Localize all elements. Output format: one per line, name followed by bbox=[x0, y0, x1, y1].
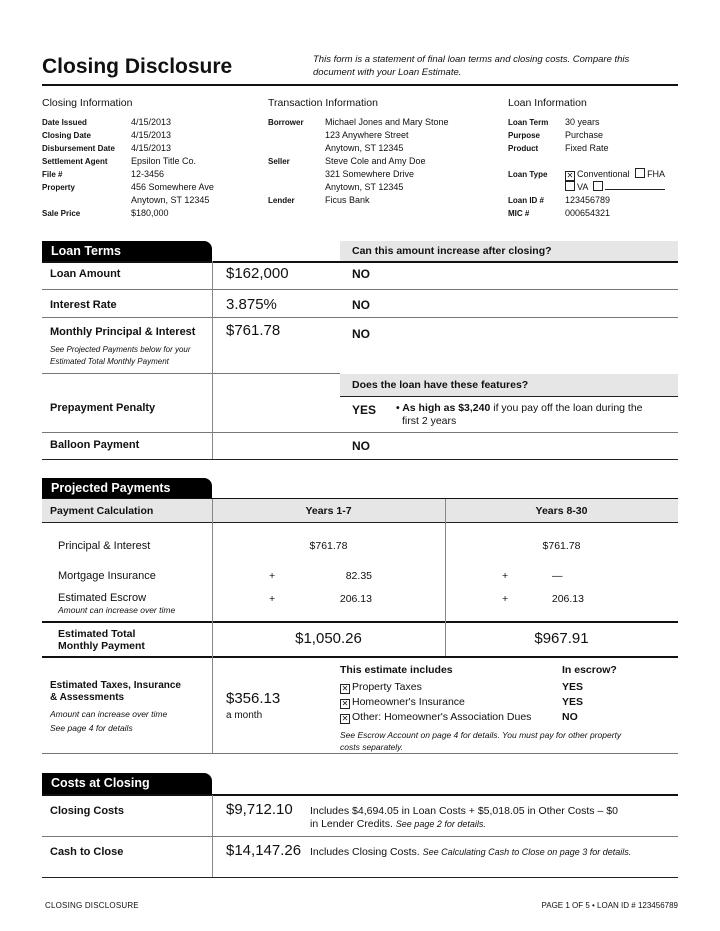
cash-to-close-label: Cash to Close bbox=[50, 846, 124, 858]
total-years-1-7: $1,050.26 bbox=[295, 630, 362, 647]
transaction-information bbox=[268, 97, 498, 207]
closing-info-row: Property 456 Somewhere Ave Anytown, ST 12345 bbox=[42, 182, 214, 205]
prepayment-penalty-answer: YES bbox=[352, 403, 377, 417]
conventional-checkbox[interactable]: ✕ bbox=[566, 171, 574, 180]
closing-info-heading: Closing Information bbox=[42, 97, 133, 109]
total-years-8-30: $967.91 bbox=[534, 630, 589, 647]
cash-to-close-description: Includes Closing Costs. See Calculating Cash to Close on page 3 for details. bbox=[310, 846, 632, 858]
balloon-payment-answer: NO bbox=[352, 439, 370, 453]
column-divider bbox=[212, 499, 213, 753]
closing-info-row: Settlement Agent Epsilon Title Co. bbox=[42, 156, 197, 166]
pi-years-1-7: $761.78 bbox=[309, 540, 348, 552]
loan-terms-tab: Loan Terms bbox=[42, 241, 212, 262]
fha-checkbox[interactable] bbox=[635, 168, 645, 178]
seller-block: Seller Steve Cole and Amy Doe 321 Somewhere Drive Anytown, ST 12345 bbox=[268, 156, 426, 192]
plus-sign: + bbox=[502, 593, 509, 605]
monthly-pi-note: See Projected Payments below for your Estimated Total Monthly Payment bbox=[50, 345, 191, 366]
monthly-pi-value: $761.78 bbox=[226, 322, 281, 339]
column-divider bbox=[445, 499, 446, 656]
taxes-amount: $356.13 bbox=[226, 690, 281, 707]
other-hoa-checkbox[interactable]: ✕ bbox=[341, 714, 349, 723]
purpose-row: Purpose Purchase bbox=[508, 130, 604, 140]
prepayment-penalty-detail: • As high as $3,240 if you pay off the loan during the first 2 years bbox=[396, 402, 643, 427]
closing-costs-label: Closing Costs bbox=[50, 805, 124, 817]
costs-at-closing-tab: Costs at Closing bbox=[42, 773, 212, 794]
prepayment-penalty-label: Prepayment Penalty bbox=[50, 402, 156, 414]
monthly-pi-label: Monthly Principal & Interest bbox=[50, 326, 196, 338]
loan-id-row: Loan ID # 123456789 bbox=[508, 195, 611, 205]
escrow-years-1-7: 206.13 bbox=[339, 593, 372, 605]
closing-costs-amount: $9,712.10 bbox=[226, 801, 293, 818]
escrow-answer: NO bbox=[562, 711, 578, 723]
in-escrow-header: In escrow? bbox=[562, 664, 617, 676]
mortgage-insurance-label: Mortgage Insurance bbox=[58, 570, 156, 582]
footer-left: CLOSING DISCLOSURE bbox=[45, 901, 139, 910]
plus-sign: + bbox=[269, 593, 276, 605]
column-divider bbox=[212, 795, 213, 877]
loan-information bbox=[508, 97, 683, 220]
column-divider bbox=[212, 261, 213, 459]
closing-info-row: Date Issued 4/15/2013 bbox=[42, 117, 172, 127]
header-rule bbox=[42, 84, 678, 86]
loan-amount-value: $162,000 bbox=[226, 265, 289, 282]
interest-rate-label: Interest Rate bbox=[50, 299, 117, 311]
lender-block: Lender Ficus Bank bbox=[268, 195, 370, 205]
divider bbox=[42, 753, 678, 754]
interest-rate-value: 3.875% bbox=[226, 296, 277, 313]
closing-info-row: Closing Date 4/15/2013 bbox=[42, 130, 172, 140]
years-1-7-header: Years 1-7 bbox=[305, 505, 352, 517]
homeowners-insurance-checkbox[interactable]: ✕ bbox=[341, 699, 349, 708]
estimate-includes-header: This estimate includes bbox=[340, 664, 453, 676]
projected-payments-tab: Projected Payments bbox=[42, 478, 212, 499]
divider bbox=[42, 261, 678, 263]
pi-years-8-30: $761.78 bbox=[542, 540, 581, 552]
other-type-blank[interactable] bbox=[605, 182, 665, 190]
interest-rate-answer: NO bbox=[352, 298, 370, 312]
escrow-account-note: See Escrow Account on page 4 for details. You must pay for other property costs separately. bbox=[340, 730, 622, 752]
va-checkbox[interactable] bbox=[565, 181, 575, 191]
divider bbox=[42, 794, 678, 796]
closing-info-row: Sale Price $180,000 bbox=[42, 208, 169, 218]
escrow-answer: YES bbox=[562, 696, 584, 708]
divider bbox=[42, 459, 678, 460]
features-header: Does the loan have these features? bbox=[352, 379, 529, 391]
plus-sign: + bbox=[269, 570, 276, 582]
increase-header: Can this amount increase after closing? bbox=[352, 245, 552, 257]
loan-type-row: Loan Type ✕ Conventional FHA VA bbox=[508, 169, 666, 192]
payment-calc-header: Payment Calculation bbox=[50, 505, 154, 517]
taxes-insurance-label: Estimated Taxes, Insurance & Assessments bbox=[50, 680, 181, 703]
property-taxes-checkbox[interactable]: ✕ bbox=[341, 684, 349, 693]
principal-interest-label: Principal & Interest bbox=[58, 540, 151, 552]
cash-to-close-amount: $14,147.26 bbox=[226, 842, 302, 859]
plus-sign: + bbox=[502, 570, 509, 582]
escrow-years-8-30: 206.13 bbox=[551, 593, 584, 605]
years-8-30-header: Years 8-30 bbox=[535, 505, 588, 517]
closing-info-row: File # 12-3456 bbox=[42, 169, 165, 179]
divider bbox=[42, 432, 678, 433]
borrower-block: Borrower Michael Jones and Mary Stone 123 Anywhere Street Anytown, ST 12345 bbox=[268, 117, 449, 153]
page-title: Closing Disclosure bbox=[42, 55, 233, 78]
estimated-escrow-label: Estimated Escrow bbox=[58, 592, 147, 604]
divider bbox=[42, 289, 678, 290]
escrow-answer: YES bbox=[562, 681, 584, 693]
closing-information bbox=[42, 97, 262, 220]
divider bbox=[42, 317, 678, 318]
loan-info-heading: Loan Information bbox=[508, 97, 587, 109]
balloon-payment-label: Balloon Payment bbox=[50, 439, 140, 451]
transaction-info-heading: Transaction Information bbox=[268, 97, 378, 109]
divider bbox=[42, 621, 678, 623]
loan-term-row: Loan Term 30 years bbox=[508, 117, 600, 127]
other-type-checkbox[interactable] bbox=[593, 181, 603, 191]
divider bbox=[42, 373, 340, 374]
divider bbox=[42, 877, 678, 878]
mi-years-8-30: — bbox=[552, 570, 563, 582]
closing-costs-description: Includes $4,694.05 in Loan Costs + $5,018.05 in Other Costs – $0 in Lender Credits. See page 2 for details. bbox=[310, 805, 618, 830]
include-item: ✕ Property Taxes bbox=[341, 681, 422, 693]
monthly-pi-answer: NO bbox=[352, 327, 370, 341]
taxes-period: a month bbox=[226, 710, 263, 721]
loan-amount-label: Loan Amount bbox=[50, 268, 121, 280]
divider bbox=[340, 396, 678, 397]
divider bbox=[42, 522, 678, 523]
estimated-escrow-note: Amount can increase over time bbox=[58, 605, 176, 615]
taxes-insurance-note: Amount can increase over time See page 4 for details bbox=[50, 709, 168, 733]
product-row: Product Fixed Rate bbox=[508, 143, 609, 153]
closing-info-row: Disbursement Date 4/15/2013 bbox=[42, 143, 172, 153]
footer-right: PAGE 1 OF 5 • LOAN ID # 123456789 bbox=[541, 901, 678, 910]
loan-amount-answer: NO bbox=[352, 267, 370, 281]
mi-years-1-7: 82.35 bbox=[345, 570, 372, 582]
include-item: ✕ Other: Homeowner's Association Dues bbox=[341, 711, 532, 723]
mic-row: MIC # 000654321 bbox=[508, 208, 611, 218]
include-item: ✕ Homeowner's Insurance bbox=[341, 696, 465, 708]
estimated-total-label: Estimated Total Monthly Payment bbox=[58, 628, 145, 652]
divider bbox=[42, 836, 678, 837]
intro-text: This form is a statement of final loan terms and closing costs. Compare this document with your Loan Estimate. bbox=[313, 54, 630, 78]
divider bbox=[42, 656, 678, 658]
